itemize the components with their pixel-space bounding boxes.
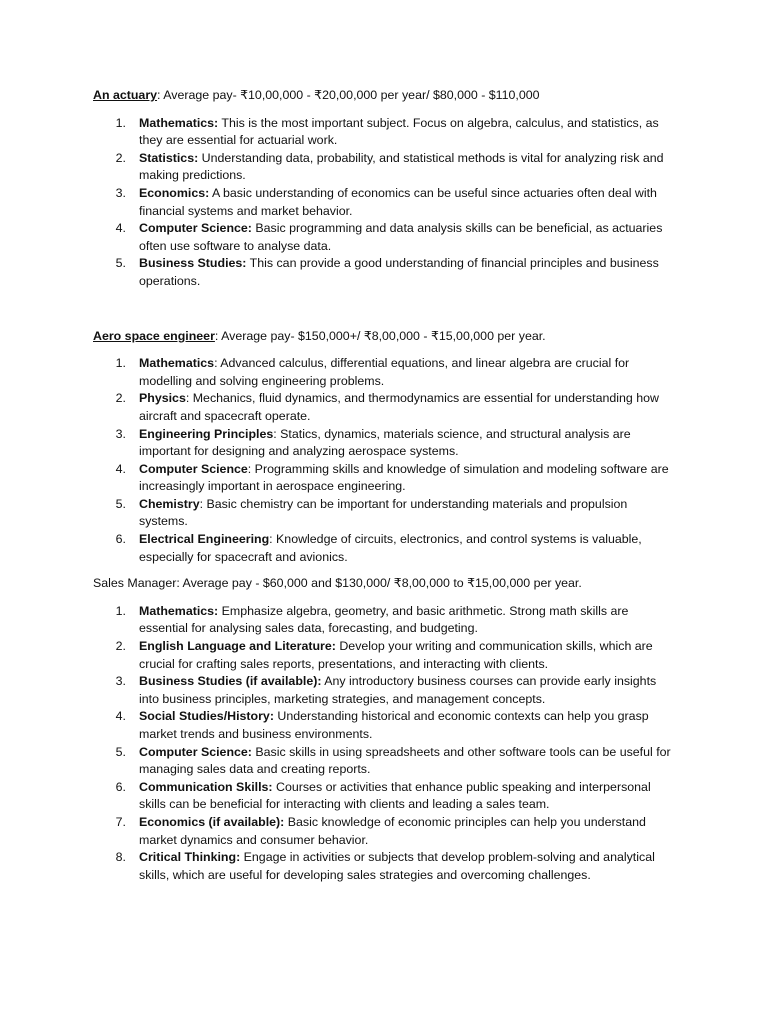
list-number: 5. [115,256,126,271]
subject-term: Economics: [139,185,210,200]
pay-info: : Average pay- $150,000+/ ₹8,00,000 - ₹15,00,000 per year. [214,328,546,343]
subject-description: This is the most important subject. Focus on algebra, calculus, and statistics, as they are essential for actuarial work. [139,115,659,148]
subject-description: Emphasize algebra, geometry, and basic arithmetic. Strong math skills are essential for analysing sales data, forecasting, and budgeting. [139,603,629,636]
subject-list-sales-manager [93,603,676,885]
subject-description: Develop your writing and communication skills, which are crucial for crafting sales reports, presentations, and interacting with clients. [139,639,653,671]
subject-term: Business Studies: [139,256,247,271]
subject-description: Basic skills in using spreadsheets and other software tools can be useful for managing sales data and creating reports. [139,744,671,777]
list-item [93,531,676,566]
subject-term: Statistics: [139,150,199,165]
section-heading-actuary [93,87,676,105]
subject-description: A basic understanding of economics can be useful since actuaries often deal with financial systems and market behavior. [139,185,657,218]
subject-term: Engineering Principles [139,426,274,441]
list-number: 5. [115,744,126,759]
subject-description: Basic programming and data analysis skills can be beneficial, as actuaries often use software to analyse data. [139,221,663,253]
section-heading-sales-manager [93,575,676,593]
subject-description: : Knowledge of circuits, electronics, and control systems is valuable, especially for spacecraft and avionics. [139,532,642,564]
list-number: 1. [115,356,126,371]
subject-term: Computer Science: [139,221,252,236]
list-number: 3. [115,674,126,689]
subject-description: : Basic chemistry can be important for understanding materials and propulsion systems. [139,496,628,529]
subject-description: Engage in activities or subjects that develop problem-solving and analytical skills, which are useful for developing sales strategies and overcoming challenges. [139,850,655,882]
pay-info: Sales Manager: Average pay - $60,000 and $130,000/ ₹8,00,000 to ₹15,00,000 per year. [93,576,582,591]
subject-term: Chemistry [139,496,200,511]
list-item [93,603,676,638]
subject-description: : Mechanics, fluid dynamics, and thermodynamics are essential for understanding how aircraft and spacecraft operate. [139,391,659,423]
list-item [93,150,676,185]
subject-description: Any introductory business courses can provide early insights into business principles, marketing strategies, and management concepts. [139,674,657,706]
subject-description: Understanding data, probability, and statistical methods is vital for analyzing risk and making predictions. [139,150,664,183]
list-item [93,115,676,150]
subject-term: Critical Thinking: [139,850,241,865]
list-item [93,849,676,884]
subject-term: Mathematics: [139,603,219,618]
list-number: 7. [115,814,126,829]
subject-term: Computer Science: [139,744,252,759]
list-item [93,220,676,255]
subject-term: Economics (if available): [139,814,285,829]
subject-description: Courses or activities that enhance public speaking and interpersonal skills can be beneficial for interacting with clients and leading a sales team. [139,779,651,812]
list-number: 4. [115,461,126,476]
list-number: 3. [115,426,126,441]
list-item [93,673,676,708]
list-number: 6. [115,779,126,794]
subject-term: Electrical Engineering [139,532,270,547]
list-number: 6. [115,532,126,547]
subject-term: Business Studies (if available): [139,674,322,689]
list-number: 1. [115,115,126,130]
list-number: 4. [115,221,126,236]
list-item [93,744,676,779]
list-item [93,638,676,673]
list-number: 2. [115,391,126,406]
subject-term: English Language and Literature: [139,639,336,654]
list-number: 4. [115,709,126,724]
subject-description: : Programming skills and knowledge of simulation and modeling software are increasingly important in aerospace engineering. [139,461,669,494]
subject-description: This can provide a good understanding of financial principles and business operations. [139,256,659,288]
list-item [93,461,676,496]
list-item [93,355,676,390]
list-item [93,814,676,849]
subject-term: Physics [139,391,186,406]
subject-term: Computer Science [139,461,248,476]
subject-description: : Statics, dynamics, materials science, and structural analysis are important for designing and analyzing aerospace systems. [139,426,631,459]
subject-term: Social Studies/History: [139,709,274,724]
pay-info: : Average pay- ₹10,00,000 - ₹20,00,000 per year/ $80,000 - $110,000 [157,88,540,102]
list-item [93,185,676,220]
section-heading-aerospace [93,328,676,346]
subject-list-actuary [93,115,676,291]
list-number: 8. [115,850,126,865]
list-item [93,255,676,290]
list-number: 1. [115,603,126,618]
list-number: 5. [115,496,126,511]
role-title: An actuary [93,88,158,102]
list-number: 3. [115,185,126,200]
subject-description: Understanding historical and economic contexts can help you grasp market trends and business environments. [139,709,649,741]
role-title: Aero space engineer [93,328,215,343]
list-number: 2. [115,639,126,654]
subject-list-aerospace [93,355,676,566]
list-item [93,496,676,531]
list-item [93,390,676,425]
list-item [93,779,676,814]
list-number: 2. [115,150,126,165]
subject-term: Mathematics [139,356,215,371]
subject-term: Mathematics: [139,115,219,130]
subject-description: : Advanced calculus, differential equations, and linear algebra are crucial for modelling and solving engineering problems. [139,356,630,388]
subject-term: Communication Skills: [139,779,273,794]
subject-description: Basic knowledge of economic principles can help you understand market dynamics and consumer behavior. [139,814,646,847]
list-item [93,426,676,461]
list-item [93,708,676,743]
